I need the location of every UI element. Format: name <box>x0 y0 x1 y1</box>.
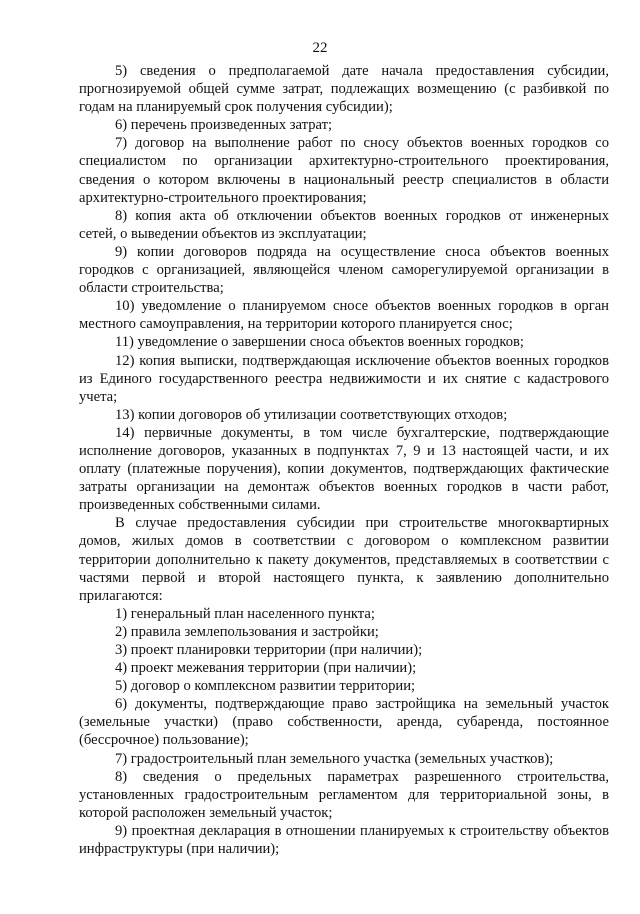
paragraph: 5) сведения о предполагаемой дате начала предоставления субсидии, прогнозируемой общей сумме затрат, подлежащих возмещению (с разбивкой по годам на планируемый срок получения субсидии); <box>79 63 609 116</box>
paragraph: 2) правила землепользования и застройки; <box>115 623 379 640</box>
paragraph: 9) копии договоров подряда на осуществление сноса объектов военных городков с организацией, являющейся членом саморегулируемой организации в области строительства; <box>79 243 609 297</box>
paragraph: 9) проектная декларация в отношении планируемых к строительству объектов инфраструктуры (при наличии); <box>79 822 609 858</box>
paragraph: 1) генеральный план населенного пункта; <box>115 605 375 622</box>
paragraph: 8) сведения о предельных параметрах разрешенного строительства, установленных градостроительным регламентом для территориальной зоны, в которой расположен земельный участок; <box>79 768 609 821</box>
paragraph: 3) проект планировки территории (при наличии); <box>115 642 423 658</box>
page-number: 22 <box>312 40 328 56</box>
paragraph: 6) документы, подтверждающие право застройщика на земельный участок (земельные участки) (право собственности, аренда, субаренда, постоянное (бессрочное) пользование); <box>79 696 609 749</box>
paragraph: 13) копии договоров об утилизации соответствующих отходов; <box>115 406 508 423</box>
paragraph: 6) перечень произведенных затрат; <box>115 117 333 134</box>
paragraph: 12) копия выписки, подтверждающая исключение объектов военных городков из Единого государственного реестра недвижимости и их снятие с кадастрового учета; <box>79 352 609 405</box>
paragraph: 11) уведомление о завершении сноса объектов военных городков; <box>115 334 524 351</box>
paragraph: 4) проект межевания территории (при наличии); <box>115 660 417 677</box>
paragraph: 5) договор о комплексном развитии территории; <box>115 678 416 695</box>
paragraph: 10) уведомление о планируемом сносе объектов военных городков в орган местного самоуправления, на территории которого планируется снос; <box>79 298 609 333</box>
document-body <box>79 62 609 858</box>
paragraph: В случае предоставления субсидии при строительстве многоквартирных домов, жилых домов в соответствии с договором о комплексном развитии территории дополнительно к пакету документов, представляемых в соответствии с частями первой и второй настоящего пункта, к заявлению дополнительно прилагаются: <box>79 515 609 604</box>
paragraph: 7) градостроительный план земельного участка (земельных участков); <box>115 750 554 767</box>
paragraph: 8) копия акта об отключении объектов военных городков от инженерных сетей, о выведении объектов из эксплуатации; <box>79 207 609 242</box>
paragraph: 14) первичные документы, в том числе бухгалтерские, подтверждающие исполнение договоров, указанных в подпунктах 7, 9 и 13 настоящей части, и их оплату (платежные поручения), копии документов, подтверждающих фактические затраты организации на демонтаж объектов военных городков в части работ, произведенных собственными силами. <box>79 424 609 514</box>
paragraph: 7) договор на выполнение работ по сносу объектов военных городков со специалистом по организации архитектурно-строительного проектирования, сведения о котором включены в национальный реестр специалистов в области архитектурно-строительного проектирования; <box>79 135 609 206</box>
